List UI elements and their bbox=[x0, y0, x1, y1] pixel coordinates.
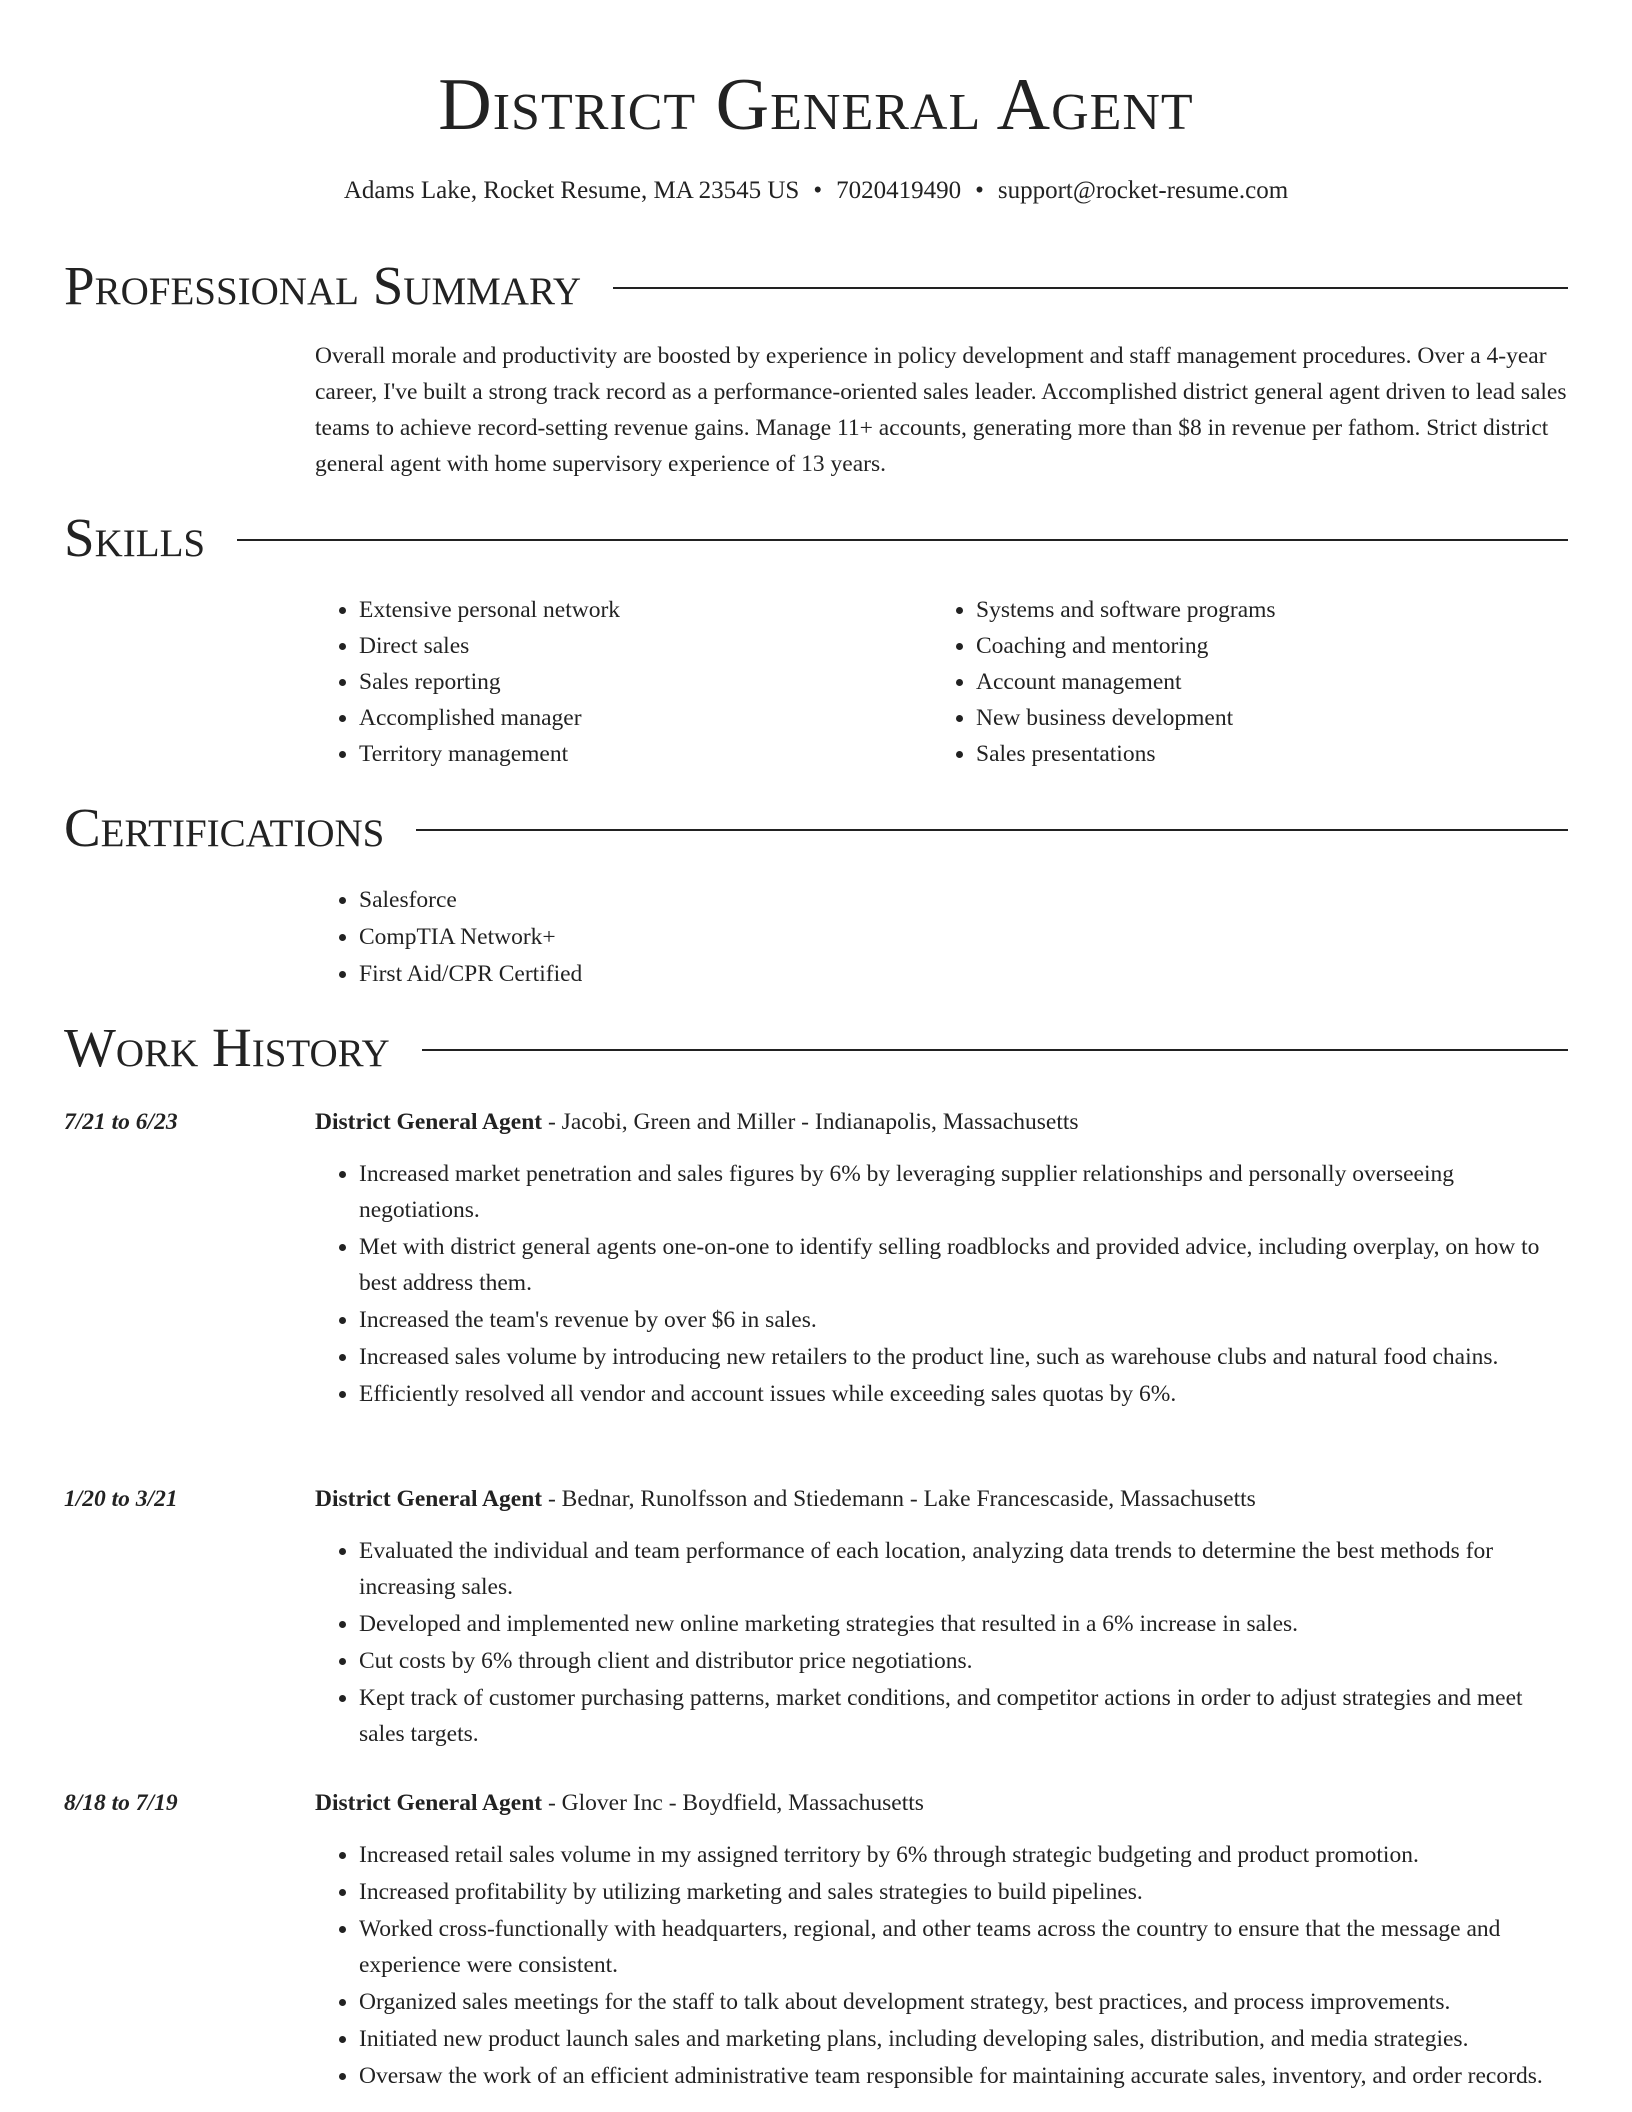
job-role: District General Agent bbox=[315, 1790, 543, 1816]
job-company-location: - Jacobi, Green and Miller - Indianapolis, Massachusetts bbox=[542, 1109, 1079, 1135]
contact-phone: 7020419490 bbox=[836, 177, 962, 204]
certification-item: • First Aid/CPR Certified bbox=[359, 956, 1515, 992]
duty-item: • Kept track of customer purchasing patterns, market conditions, and competitor actions in order to adjust strategies and meet sales targets. bbox=[359, 1680, 1568, 1752]
section-header-summary bbox=[64, 254, 1568, 318]
duty-item: • Efficiently resolved all vendor and account issues while exceeding sales quotas by 6%. bbox=[359, 1376, 1568, 1412]
skill-item: • Territory management bbox=[359, 736, 875, 772]
duty-item: • Increased profitability by utilizing marketing and sales strategies to build pipelines. bbox=[359, 1874, 1568, 1910]
duty-item: • Increased market penetration and sales figures by 6% by leveraging supplier relationships and personally overseeing negotiations. bbox=[359, 1156, 1568, 1228]
job-role: District General Agent bbox=[315, 1109, 543, 1135]
job-dates: 1/20 to 3/21 bbox=[64, 1486, 178, 1512]
skill-item: • Systems and software programs bbox=[976, 592, 1552, 628]
section-divider bbox=[416, 829, 1568, 831]
job-role: District General Agent bbox=[315, 1486, 543, 1512]
skills-column-right bbox=[932, 592, 1552, 772]
section-title-certifications: Certifications bbox=[64, 797, 385, 858]
section-divider bbox=[422, 1049, 1568, 1051]
duty-item: • Increased sales volume by introducing new retailers to the product line, such as warehouse clubs and natural food chains. bbox=[359, 1339, 1568, 1375]
job-heading bbox=[315, 1785, 1568, 1821]
job-heading bbox=[315, 1481, 1568, 1517]
job-heading bbox=[315, 1104, 1568, 1140]
duty-item: • Oversaw the work of an efficient administrative team responsible for maintaining accurate sales, inventory, and order records. bbox=[359, 2058, 1568, 2094]
skill-item: • Account management bbox=[976, 664, 1552, 700]
duty-item: • Cut costs by 6% through client and distributor price negotiations. bbox=[359, 1643, 1568, 1679]
job-dates: 7/21 to 6/23 bbox=[64, 1109, 178, 1135]
duty-item: • Evaluated the individual and team performance of each location, analyzing data trends to determine the best methods for increasing sales. bbox=[359, 1533, 1568, 1605]
section-title-skills: Skills bbox=[64, 507, 206, 568]
job-company-location: - Bednar, Runolfsson and Stiedemann - Lake Francescaside, Massachusetts bbox=[542, 1486, 1256, 1512]
duty-item: • Increased the team's revenue by over $6 in sales. bbox=[359, 1302, 1568, 1338]
summary-text: Overall morale and productivity are boosted by experience in policy development and staff management procedures. Over a 4-year career, I've built a strong track record as a performance-oriented sales leader. Accomplished district general agent driven to lead sales teams to achieve record-setting revenue gains. Manage 11+ accounts, generating more than $8 in revenue per fathom. Strict district general agent with home supervisory experience of 13 years. bbox=[315, 343, 1567, 477]
contact-email: support@rocket-resume.com bbox=[997, 177, 1289, 204]
contact-address: Adams Lake, Rocket Resume, MA 23545 US bbox=[343, 177, 800, 204]
duty-item: • Organized sales meetings for the staff to talk about development strategy, best practices, and process improvements. bbox=[359, 1984, 1568, 2020]
contact-line bbox=[0, 174, 1632, 208]
duty-item: • Developed and implemented new online marketing strategies that resulted in a 6% increase in sales. bbox=[359, 1606, 1568, 1642]
skill-item: • Direct sales bbox=[359, 628, 875, 664]
contact-separator: • bbox=[975, 177, 984, 204]
section-header-skills bbox=[64, 506, 1568, 570]
skill-item: • Accomplished manager bbox=[359, 700, 875, 736]
job-duties bbox=[315, 1533, 1568, 1753]
contact-separator: • bbox=[813, 177, 823, 204]
candidate-name: District General Agent bbox=[438, 64, 1194, 146]
section-header-work-history bbox=[64, 1016, 1568, 1080]
skill-item: • Extensive personal network bbox=[359, 592, 875, 628]
job-dates: 8/18 to 7/19 bbox=[64, 1790, 178, 1816]
duty-item: • Increased retail sales volume in my assigned territory by 6% through strategic budgeting and product promotion. bbox=[359, 1837, 1568, 1873]
duty-item: • Worked cross-functionally with headquarters, regional, and other teams across the country to ensure that the message and experience were consistent. bbox=[359, 1911, 1568, 1983]
section-title-summary: Professional Summary bbox=[64, 255, 582, 316]
skill-item: • Sales reporting bbox=[359, 664, 875, 700]
certification-item: • Salesforce bbox=[359, 882, 1515, 918]
section-header-certifications bbox=[64, 796, 1568, 860]
job-duties bbox=[315, 1156, 1568, 1413]
skill-item: • Sales presentations bbox=[976, 736, 1552, 772]
section-divider bbox=[613, 287, 1568, 289]
certification-item: • CompTIA Network+ bbox=[359, 919, 1515, 955]
skill-item: • Coaching and mentoring bbox=[976, 628, 1552, 664]
certifications-list bbox=[315, 882, 1515, 993]
job-company-location: - Glover Inc - Boydfield, Massachusetts bbox=[542, 1790, 924, 1816]
duty-item: • Met with district general agents one-on-one to identify selling roadblocks and provided advice, including overplay, on how to best address them. bbox=[359, 1229, 1568, 1301]
skill-item: • New business development bbox=[976, 700, 1552, 736]
job-duties bbox=[315, 1837, 1568, 2095]
skills-column-left bbox=[315, 592, 875, 772]
section-title-work-history: Work History bbox=[64, 1017, 390, 1078]
duty-item: • Initiated new product launch sales and marketing plans, including developing sales, distribution, and media strategies. bbox=[359, 2021, 1568, 2057]
section-divider bbox=[237, 539, 1568, 541]
